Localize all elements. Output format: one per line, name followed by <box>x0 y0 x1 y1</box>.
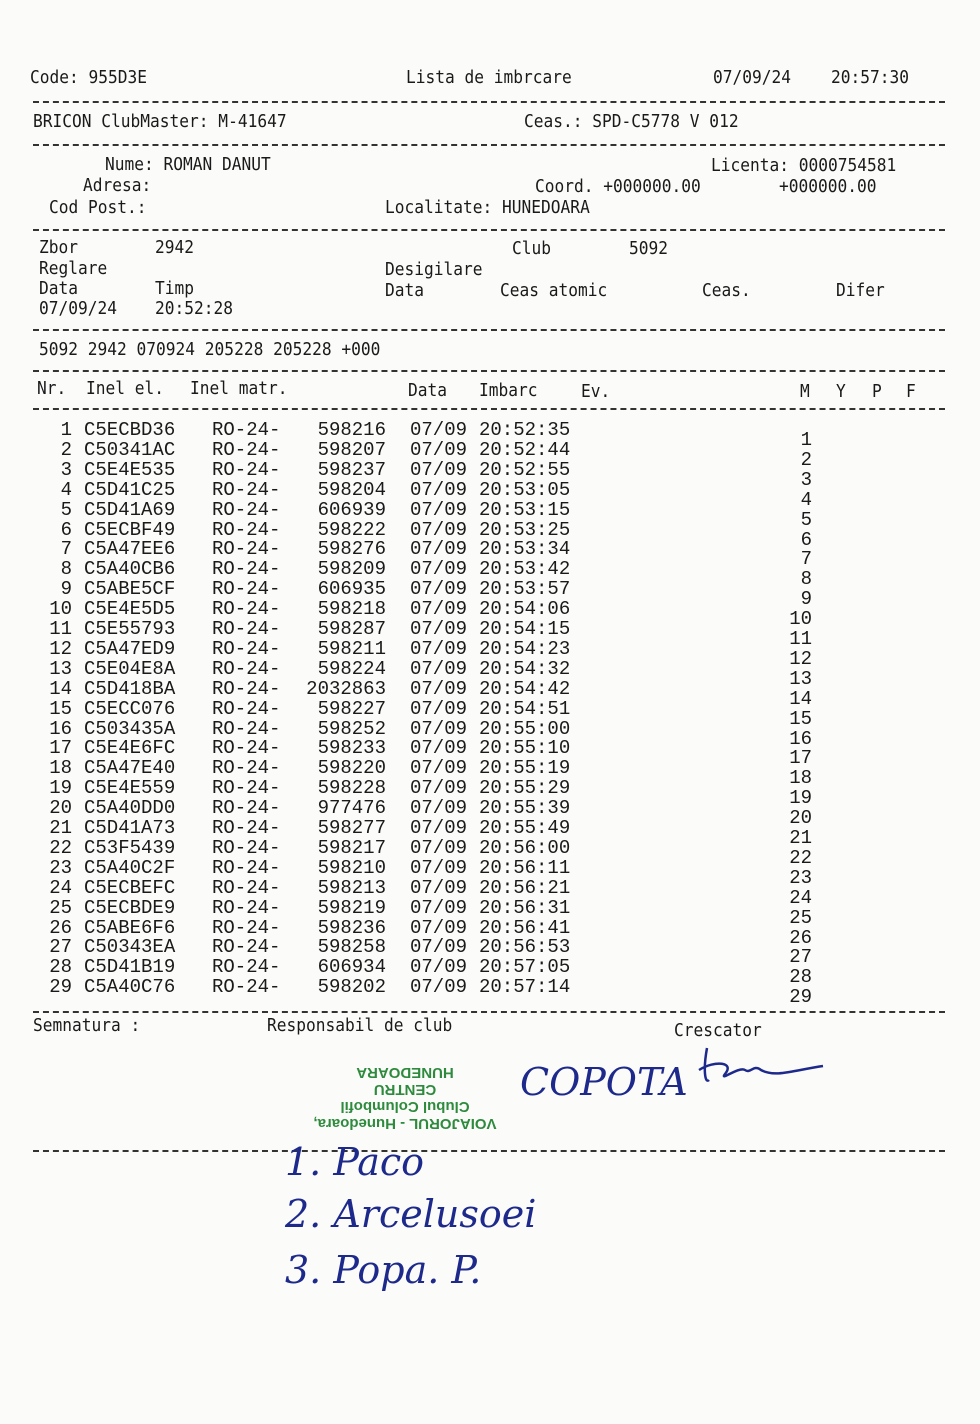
divider <box>33 329 945 331</box>
ring-prefix: RO-24- <box>212 836 281 859</box>
ring-prefix: RO-24- <box>212 458 281 481</box>
ring-prefix: RO-24- <box>212 478 281 501</box>
club-label: Club <box>512 238 552 259</box>
basket-date: 07/09 <box>410 458 468 481</box>
position-m: 15 <box>789 707 812 730</box>
position-m: 4 <box>800 488 812 511</box>
basket-date: 07/09 <box>410 578 468 601</box>
col-y: Y <box>836 381 846 402</box>
row-number: 28 <box>49 956 72 979</box>
postal-code-label: Cod Post.: <box>49 197 147 218</box>
position-m: 1 <box>800 429 812 451</box>
position-m: 24 <box>789 886 812 909</box>
ring-number: 598233 <box>317 737 386 760</box>
ring-number: 598216 <box>317 419 386 441</box>
flight-label: Zbor <box>39 237 79 258</box>
ring-number: 598224 <box>317 657 386 680</box>
ring-prefix: RO-24- <box>212 916 281 939</box>
position-m: 10 <box>789 608 812 631</box>
row-number: 6 <box>60 518 72 541</box>
table-row <box>0 976 980 1009</box>
ring-prefix: RO-24- <box>212 518 281 541</box>
ring-prefix: RO-24- <box>212 797 281 820</box>
handwritten-mark: COPOTA <box>520 1060 688 1104</box>
basket-date: 07/09 <box>410 956 468 979</box>
basket-date: 07/09 <box>410 558 468 581</box>
row-number: 19 <box>49 777 72 800</box>
col-ring-matr: Inel matr. <box>190 378 288 399</box>
ring-prefix: RO-24- <box>212 717 281 740</box>
electronic-ring: C5A47E40 <box>84 757 176 780</box>
ring-prefix: RO-24- <box>212 856 281 879</box>
basket-date: 07/09 <box>410 598 468 621</box>
ring-prefix: RO-24- <box>212 956 281 979</box>
signature-2: 2. Arcelusoei <box>285 1192 537 1236</box>
electronic-ring: C5ECBEFC <box>84 876 176 899</box>
print-time: 20:57:30 <box>831 67 910 88</box>
stamp-text: Clubul Columbofil <box>340 1098 470 1115</box>
basket-date: 07/09 <box>410 518 468 541</box>
position-m: 12 <box>789 647 812 670</box>
basket-time: 20:55:10 <box>479 737 571 760</box>
basket-time: 20:52:44 <box>479 438 571 461</box>
print-date: 07/09/24 <box>713 67 792 88</box>
basket-time: 20:54:06 <box>479 598 571 621</box>
ring-number: 606935 <box>317 578 386 601</box>
code: Code: 955D3E <box>30 67 148 88</box>
electronic-ring: C50341AC <box>84 438 176 461</box>
ring-prefix: RO-24- <box>212 657 281 680</box>
unseal-date-label: Data <box>385 280 425 301</box>
basket-time: 20:53:25 <box>479 518 571 541</box>
set-date: 07/09/24 <box>39 298 118 319</box>
position-m: 19 <box>789 787 812 810</box>
position-m: 16 <box>789 727 812 750</box>
electronic-ring: C5ECBD36 <box>84 419 176 441</box>
position-m: 8 <box>800 568 812 591</box>
divider <box>33 370 945 372</box>
ring-prefix: RO-24- <box>212 876 281 899</box>
basket-time: 20:55:39 <box>479 797 571 820</box>
ring-number: 598209 <box>317 558 386 581</box>
basket-date: 07/09 <box>410 657 468 680</box>
document-title: Lista de imbrcare <box>406 67 572 88</box>
ring-number: 598227 <box>317 697 386 720</box>
position-m: 18 <box>789 767 812 790</box>
row-number: 20 <box>49 797 72 820</box>
position-m: 6 <box>800 528 812 551</box>
unsealing-label: Desigilare <box>385 259 483 280</box>
signature-3: 3. Popa. P. <box>285 1248 482 1292</box>
electronic-ring: C5ECBF49 <box>84 518 176 541</box>
electronic-ring: C5D41B19 <box>84 956 176 979</box>
basket-date: 07/09 <box>410 817 468 839</box>
ring-number: 598211 <box>317 637 386 660</box>
setting-label: Reglare <box>39 258 108 279</box>
basket-date: 07/09 <box>410 916 468 939</box>
col-f: F <box>906 381 916 402</box>
position-m: 23 <box>789 866 812 889</box>
col-ring-el: Inel el. <box>86 378 165 399</box>
position-m: 3 <box>800 468 812 491</box>
basket-date: 07/09 <box>410 618 468 640</box>
row-number: 9 <box>60 578 72 601</box>
basket-date: 07/09 <box>410 478 468 501</box>
electronic-ring: C5ECBDE9 <box>84 896 176 919</box>
license: Licenta: 0000754581 <box>711 155 897 176</box>
ring-number: 2032863 <box>306 677 386 700</box>
divider <box>33 101 945 103</box>
basket-time: 20:53:42 <box>479 558 571 581</box>
basket-time: 20:52:55 <box>479 458 571 481</box>
col-nr: Nr. <box>37 378 67 399</box>
clock-id: Ceas.: SPD-C5778 V 012 <box>524 111 739 132</box>
ring-prefix: RO-24- <box>212 737 281 760</box>
basket-date: 07/09 <box>410 757 468 780</box>
ring-prefix: RO-24- <box>212 976 281 999</box>
basket-date: 07/09 <box>410 797 468 820</box>
ring-number: 598222 <box>317 518 386 541</box>
ring-prefix: RO-24- <box>212 637 281 660</box>
divider <box>33 229 945 231</box>
date-label: Data <box>39 278 79 299</box>
basket-time: 20:54:42 <box>479 677 571 700</box>
difference-label: Difer <box>836 280 885 301</box>
row-number: 13 <box>49 657 72 680</box>
row-number: 5 <box>60 498 72 521</box>
electronic-ring: C5ABE5CF <box>84 578 176 601</box>
ring-number: 598218 <box>317 598 386 621</box>
row-number: 16 <box>49 717 72 740</box>
row-number: 14 <box>49 677 72 700</box>
ring-prefix: RO-24- <box>212 777 281 800</box>
electronic-ring: C50343EA <box>84 936 176 959</box>
basket-time: 20:55:49 <box>479 817 571 839</box>
ring-number: 598213 <box>317 876 386 899</box>
divider <box>33 1011 945 1013</box>
basket-time: 20:54:32 <box>479 657 571 680</box>
breeder-signature <box>695 1040 835 1090</box>
row-number: 27 <box>49 936 72 959</box>
position-m: 28 <box>789 966 812 989</box>
basket-date: 07/09 <box>410 637 468 660</box>
basket-time: 20:56:41 <box>479 916 571 939</box>
position-m: 7 <box>800 548 812 571</box>
basket-time: 20:55:19 <box>479 757 571 780</box>
row-number: 23 <box>49 856 72 879</box>
position-m: 9 <box>800 588 812 611</box>
basket-time: 20:56:00 <box>479 836 571 859</box>
basket-time: 20:52:35 <box>479 419 571 441</box>
position-m: 5 <box>800 508 812 531</box>
ring-prefix: RO-24- <box>212 697 281 720</box>
divider <box>33 144 945 146</box>
locality: Localitate: HUNEDOARA <box>385 197 590 218</box>
position-m: 21 <box>789 827 812 849</box>
row-number: 11 <box>49 618 72 640</box>
basket-date: 07/09 <box>410 717 468 740</box>
position-m: 20 <box>789 807 812 830</box>
basket-time: 20:54:51 <box>479 697 571 720</box>
electronic-ring: C5A40DD0 <box>84 797 176 820</box>
electronic-ring: C5E04E8A <box>84 657 176 680</box>
position-m: 29 <box>789 986 812 1009</box>
ring-number: 598207 <box>317 438 386 461</box>
ring-number: 598228 <box>317 777 386 800</box>
basket-date: 07/09 <box>410 697 468 720</box>
basket-date: 07/09 <box>410 976 468 999</box>
col-m: M <box>800 381 810 402</box>
coordinates: Coord. +000000.00 <box>535 176 701 197</box>
club-number: 5092 <box>629 238 669 259</box>
row-number: 12 <box>49 637 72 660</box>
row-number: 24 <box>49 876 72 899</box>
ring-number: 598258 <box>317 936 386 959</box>
row-number: 10 <box>49 598 72 621</box>
ring-prefix: RO-24- <box>212 598 281 621</box>
ring-number: 598237 <box>317 458 386 481</box>
basket-date: 07/09 <box>410 737 468 760</box>
row-number: 15 <box>49 697 72 720</box>
position-m: 26 <box>789 926 812 949</box>
position-m: 17 <box>789 747 812 770</box>
electronic-ring: C5E4E535 <box>84 458 176 481</box>
row-number: 18 <box>49 757 72 780</box>
electronic-ring: C5A40C2F <box>84 856 176 879</box>
electronic-ring: C5ABE6F6 <box>84 916 176 939</box>
code-line: 5092 2942 070924 205228 205228 +000 <box>39 339 381 360</box>
ring-number: 598276 <box>317 538 386 561</box>
stamp-text: VOIAJORUL - Hunedoara, <box>313 1115 497 1132</box>
basket-date: 07/09 <box>410 896 468 919</box>
ring-prefix: RO-24- <box>212 558 281 581</box>
basket-date: 07/09 <box>410 438 468 461</box>
electronic-ring: C5E4E5D5 <box>84 598 176 621</box>
basket-date: 07/09 <box>410 836 468 859</box>
ring-prefix: RO-24- <box>212 419 281 441</box>
basket-date: 07/09 <box>410 777 468 800</box>
basket-time: 20:56:11 <box>479 856 571 879</box>
electronic-ring: C5A47ED9 <box>84 637 176 660</box>
col-date: Data <box>408 380 448 401</box>
ring-number: 598210 <box>317 856 386 879</box>
basket-date: 07/09 <box>410 936 468 959</box>
electronic-ring: C5D41C25 <box>84 478 176 501</box>
basket-date: 07/09 <box>410 677 468 700</box>
col-basketing: Imbarc <box>479 380 538 401</box>
signature-label: Semnatura : <box>33 1015 141 1036</box>
row-number: 29 <box>49 976 72 999</box>
basket-time: 20:55:00 <box>479 717 571 740</box>
set-time: 20:52:28 <box>155 298 234 319</box>
ring-number: 598219 <box>317 896 386 919</box>
ring-number: 598236 <box>317 916 386 939</box>
ring-number: 598217 <box>317 836 386 859</box>
row-number: 7 <box>60 538 72 561</box>
electronic-ring: C5E55793 <box>84 618 176 640</box>
club-stamp <box>305 1060 505 1132</box>
ring-prefix: RO-24- <box>212 538 281 561</box>
row-number: 4 <box>60 478 72 501</box>
ring-prefix: RO-24- <box>212 757 281 780</box>
ring-prefix: RO-24- <box>212 498 281 521</box>
clock-label: Ceas. <box>702 280 751 301</box>
position-m: 11 <box>789 628 812 650</box>
ring-prefix: RO-24- <box>212 677 281 700</box>
divider <box>33 408 945 410</box>
electronic-ring: C5A47EE6 <box>84 538 176 561</box>
breeder-label: Crescator <box>674 1020 762 1041</box>
electronic-ring: C5A40C76 <box>84 976 176 999</box>
basket-time: 20:57:14 <box>479 976 571 999</box>
stamp-text: HUNEDOARA <box>356 1064 454 1081</box>
row-number: 21 <box>49 817 72 839</box>
ring-number: 606934 <box>317 956 386 979</box>
basket-date: 07/09 <box>410 498 468 521</box>
electronic-ring: C5D418BA <box>84 677 176 700</box>
basket-date: 07/09 <box>410 856 468 879</box>
position-m: 22 <box>789 846 812 869</box>
electronic-ring: C5E4E559 <box>84 777 176 800</box>
row-number: 17 <box>49 737 72 760</box>
electronic-ring: C5ECC076 <box>84 697 176 720</box>
electronic-ring: C503435A <box>84 717 176 740</box>
basket-time: 20:56:31 <box>479 896 571 919</box>
row-number: 22 <box>49 836 72 859</box>
basket-time: 20:57:05 <box>479 956 571 979</box>
fancier-name: Nume: ROMAN DANUT <box>105 154 271 175</box>
basket-time: 20:56:21 <box>479 876 571 899</box>
stamp-text: CENTRU <box>373 1081 437 1098</box>
basket-date: 07/09 <box>410 876 468 899</box>
flight-number: 2942 <box>155 237 195 258</box>
position-m: 13 <box>789 667 812 690</box>
ring-prefix: RO-24- <box>212 438 281 461</box>
time-label: Timp <box>155 278 195 299</box>
basket-date: 07/09 <box>410 538 468 561</box>
basket-time: 20:56:53 <box>479 936 571 959</box>
electronic-ring: C5D41A69 <box>84 498 176 521</box>
row-number: 1 <box>60 419 72 441</box>
electronic-ring: C5D41A73 <box>84 817 176 839</box>
ring-prefix: RO-24- <box>212 896 281 919</box>
basket-time: 20:53:05 <box>479 478 571 501</box>
row-number: 25 <box>49 896 72 919</box>
ring-prefix: RO-24- <box>212 817 281 839</box>
position-m: 2 <box>800 448 812 471</box>
basket-time: 20:54:23 <box>479 637 571 660</box>
basket-time: 20:54:15 <box>479 618 571 640</box>
signature-1: 1. Paco <box>285 1140 425 1184</box>
ring-number: 598277 <box>317 817 386 839</box>
row-number: 26 <box>49 916 72 939</box>
ring-number: 598252 <box>317 717 386 740</box>
position-m: 25 <box>789 906 812 929</box>
basket-time: 20:55:29 <box>479 777 571 800</box>
divider <box>33 1150 945 1152</box>
ring-number: 977476 <box>317 797 386 820</box>
club-responsible-label: Responsabil de club <box>267 1015 453 1036</box>
electronic-ring: C5A40CB6 <box>84 558 176 581</box>
ring-prefix: RO-24- <box>212 936 281 959</box>
atomic-clock-label: Ceas atomic <box>500 280 608 301</box>
coordinates-2: +000000.00 <box>779 176 877 197</box>
row-number: 2 <box>60 438 72 461</box>
ring-prefix: RO-24- <box>212 618 281 640</box>
ring-number: 598204 <box>317 478 386 501</box>
ring-number: 598220 <box>317 757 386 780</box>
row-number: 8 <box>60 558 72 581</box>
position-m: 14 <box>789 687 812 710</box>
basket-time: 20:53:15 <box>479 498 571 521</box>
electronic-ring: C5E4E6FC <box>84 737 176 760</box>
ring-number: 598202 <box>317 976 386 999</box>
col-ev: Ev. <box>581 381 611 402</box>
ring-number: 598287 <box>317 618 386 640</box>
basket-time: 20:53:57 <box>479 578 571 601</box>
clubmaster-id: BRICON ClubMaster: M-41647 <box>33 111 287 132</box>
basket-time: 20:53:34 <box>479 538 571 561</box>
ring-prefix: RO-24- <box>212 578 281 601</box>
row-number: 3 <box>60 458 72 481</box>
address-label: Adresa: <box>83 175 152 196</box>
col-p: P <box>872 381 882 402</box>
ring-number: 606939 <box>317 498 386 521</box>
position-m: 27 <box>789 946 812 969</box>
basket-date: 07/09 <box>410 419 468 441</box>
electronic-ring: C53F5439 <box>84 836 176 859</box>
